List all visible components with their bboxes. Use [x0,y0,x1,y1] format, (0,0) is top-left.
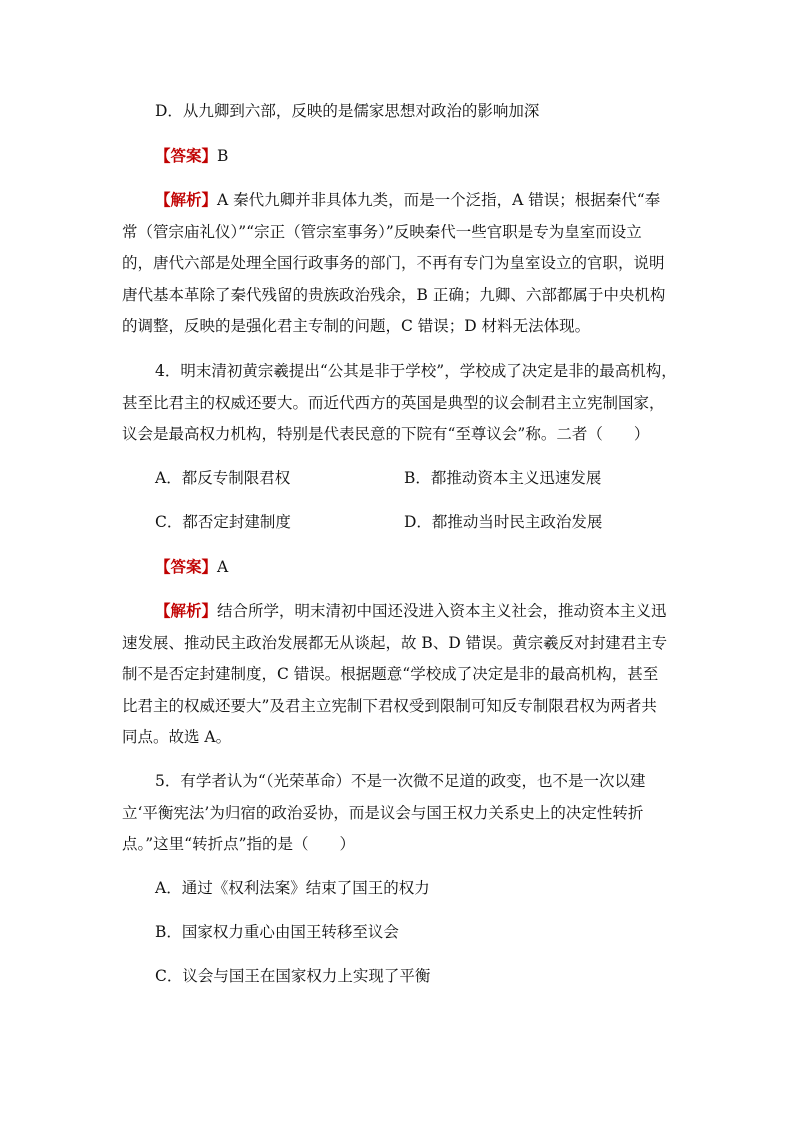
prev-analysis-line-4: 唐代基本革除了秦代残留的贵族政治残余，B 正确；九卿、六部都属于中央机构 [122,286,666,304]
q4-option-b: B．都推动资本主义迅速发展 [404,469,602,487]
prev-analysis-line-5: 的调整，反映的是强化君主专制的问题，C 错误；D 材料无法体现。 [122,317,591,335]
answer-tag: 【答案】 [155,557,218,576]
prev-option-d: D．从九卿到六部，反映的是儒家思想对政治的影响加深 [155,102,540,120]
analysis-text: A 秦代九卿并非具体九类，而是一个泛指，A 错误；根据秦代“奉 [217,191,661,209]
q5-option-b: B．国家权力重心由国王转移至议会 [155,923,399,941]
q4-stem-line-1: 4．明末清初黄宗羲提出“公其是非于学校”，学校成了决定是非的最高机构， [155,362,677,380]
analysis-tag: 【解析】 [155,190,218,209]
q4-option-d: D．都推动当时民主政治发展 [404,513,603,531]
prev-analysis-line-3: 的，唐代六部是处理全国行政事务的部门，不再有专门为皇室设立的官职，说明 [122,254,665,272]
q4-option-a: A．都反专制限君权 [155,469,291,487]
q5-option-c: C．议会与国王在国家权力上实现了平衡 [155,967,431,985]
q4-option-c: C．都否定封建制度 [155,513,291,531]
q4-analysis-line-2: 速发展、推动民主政治发展都无从谈起，故 B、D 错误。黄宗羲反对封建君主专 [122,634,668,652]
analysis-text: 结合所学，明末清初中国还没进入资本主义社会，推动资本主义迅 [217,602,667,620]
q5-stem-line-1: 5．有学者认为“（光荣革命）不是一次微不足道的政变，也不是一次以建 [155,772,646,790]
q4-analysis-line-1 [155,601,667,621]
q5-stem-line-2: 立‘平衡宪法’为归宿的政治妥协，而是议会与国王权力关系史上的决定性转折 [122,804,644,822]
q4-analysis-line-3: 制不是否定封建制度，C 错误。根据题意“学校成了决定是非的最高机构，甚至 [122,665,659,683]
q4-answer [155,557,228,577]
prev-analysis-line-2: 常（管宗庙礼仪）”“宗正（管宗室事务）”反映秦代一些官职是专为皇室而设立 [122,223,642,241]
prev-answer [155,146,228,166]
prev-analysis-line-1 [155,190,660,210]
q4-analysis-line-5: 同点。故选 A。 [122,728,232,746]
answer-value: A [217,558,229,576]
q5-option-a: A．通过《权利法案》结束了国王的权力 [155,879,430,897]
q4-analysis-line-4: 比君主的权威还要大”及君主立宪制下君权受到限制可知反专制限君权为两者共 [122,697,657,715]
answer-value: B [217,147,229,165]
answer-tag: 【答案】 [155,146,218,165]
analysis-tag: 【解析】 [155,601,218,620]
q4-stem-line-2: 甚至比君主的权威还要大。而近代西方的英国是典型的议会制君主立宪制国家， [122,394,665,412]
q4-stem-line-3: 议会是最高权力机构，特别是代表民意的下院有“至尊议会”称。二者（ ） [122,425,650,443]
q5-stem-line-3: 点。”这里“转折点”指的是（ ） [122,835,356,853]
